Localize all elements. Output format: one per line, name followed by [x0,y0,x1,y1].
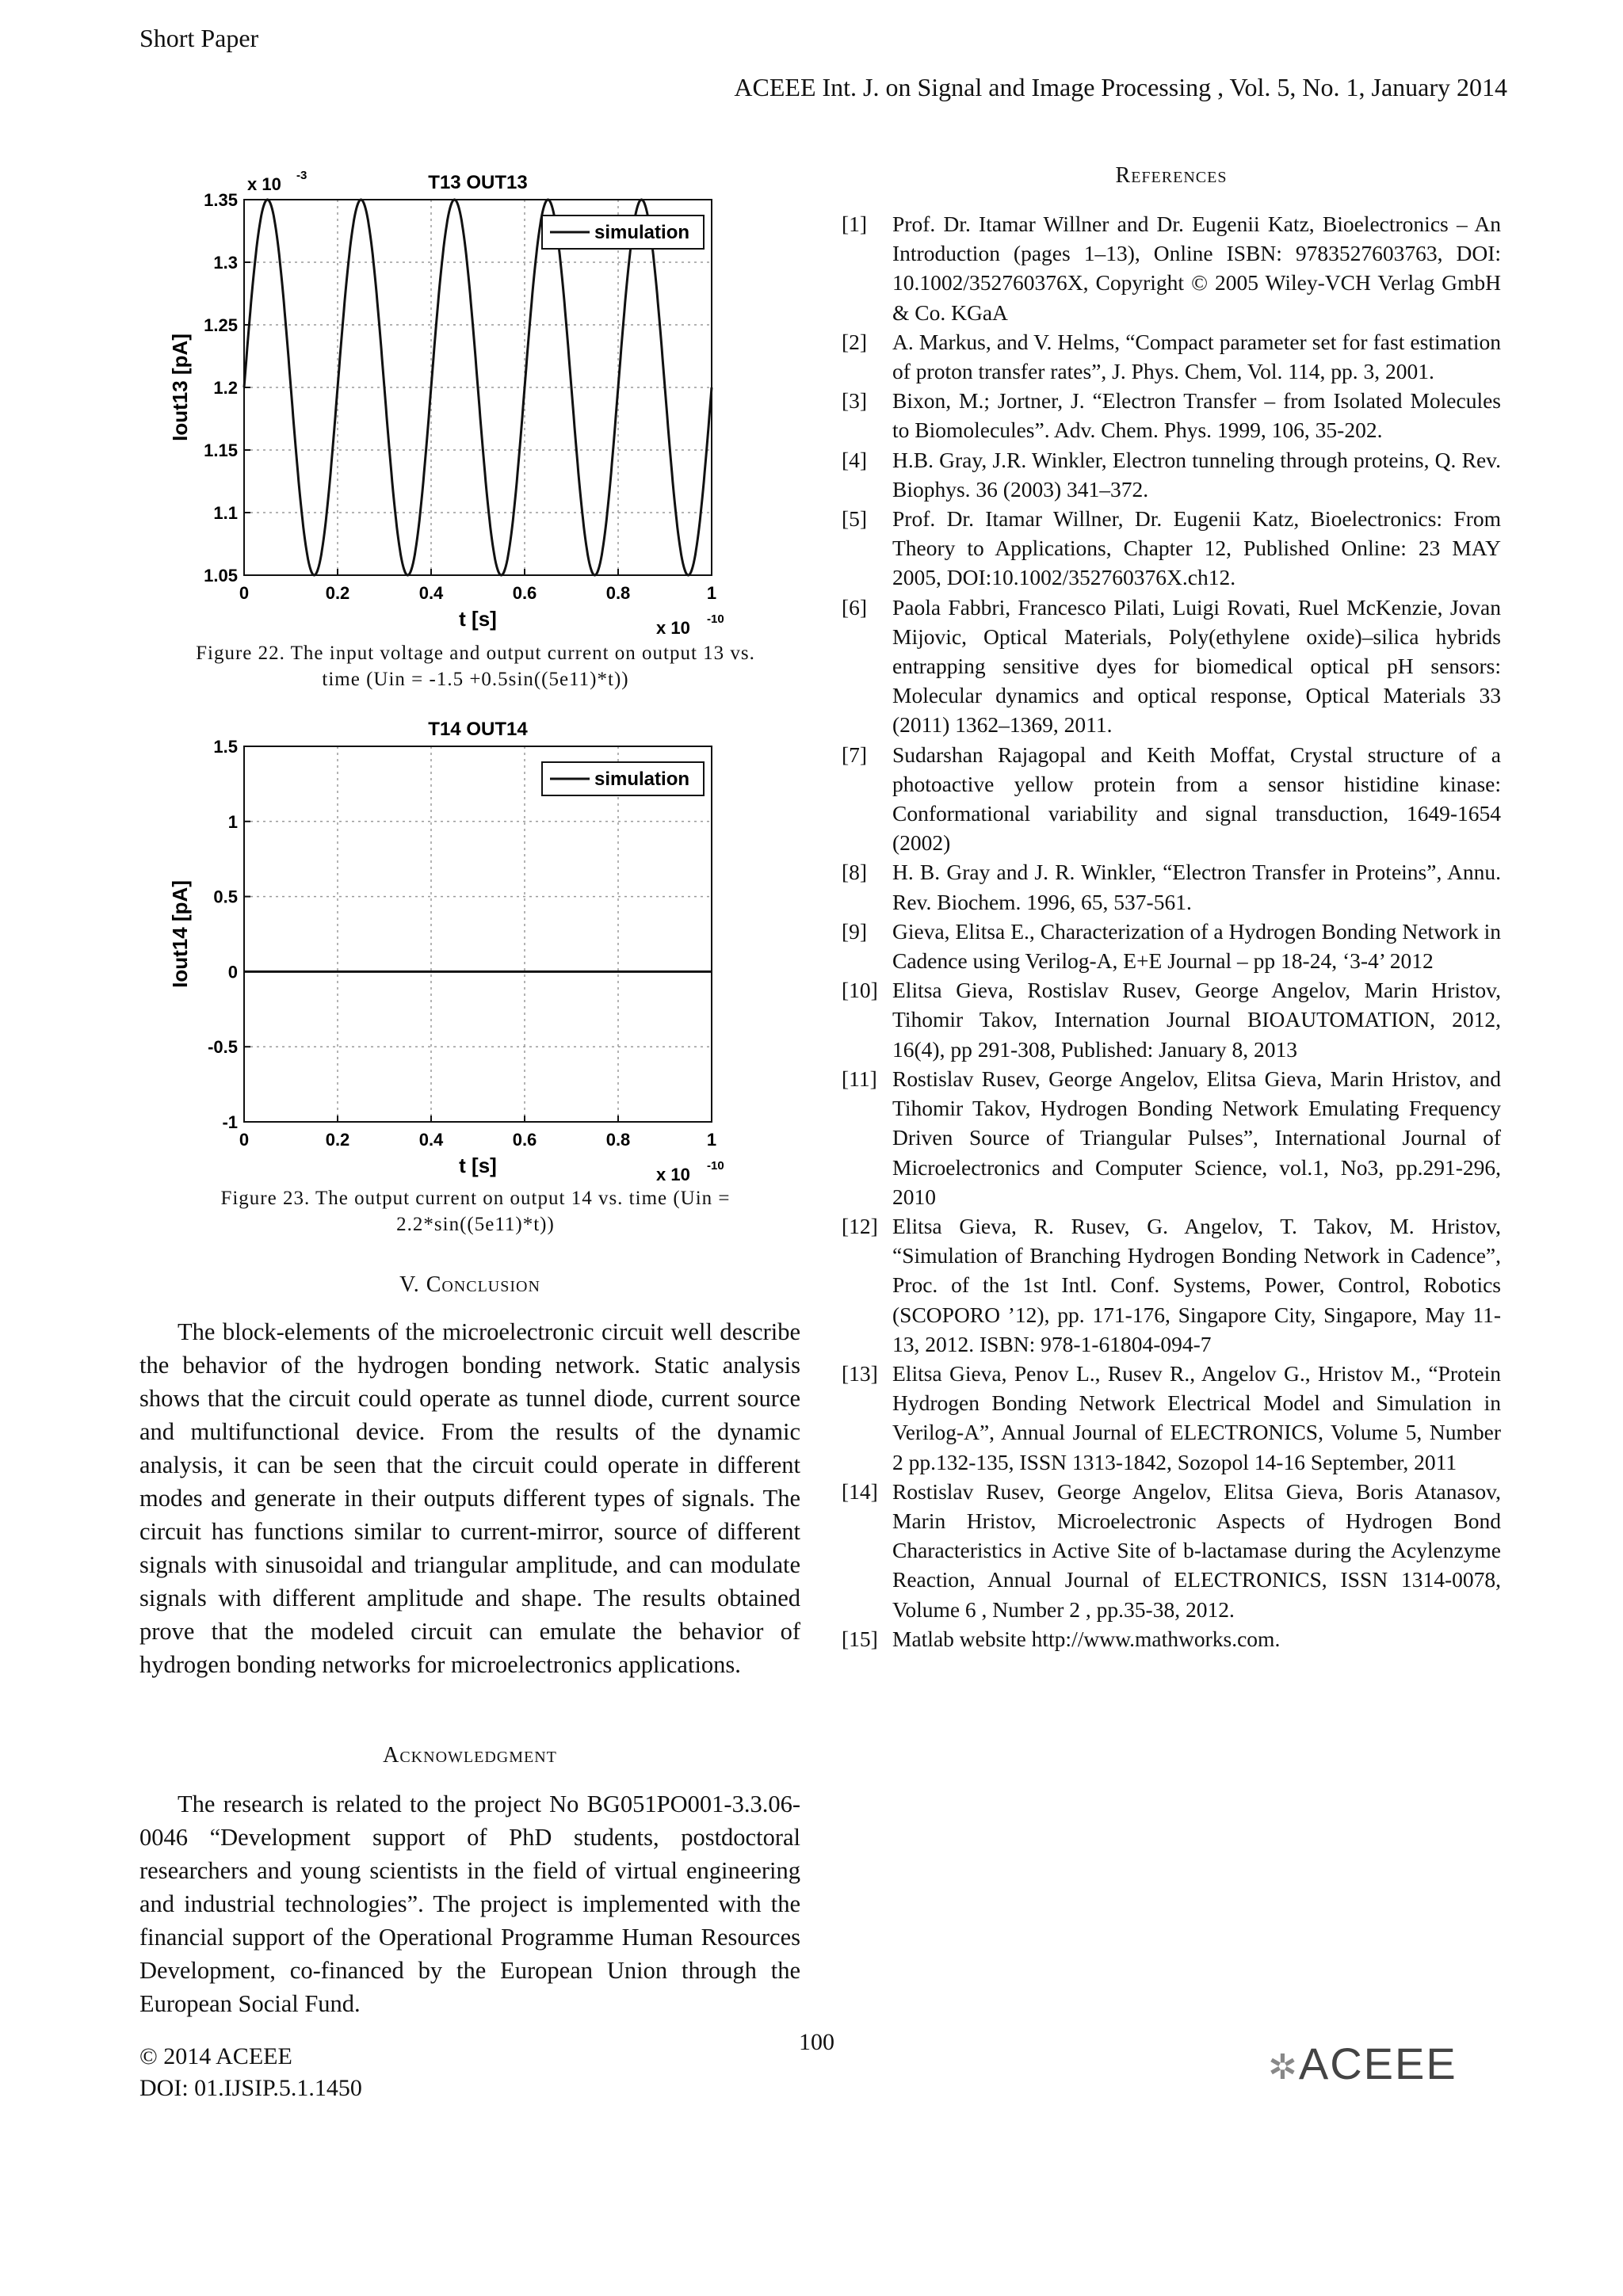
star-icon: ✲ [1268,2048,1299,2087]
reference-number: [3] [842,388,868,414]
reference-item [842,1624,1501,1653]
reference-number: [8] [842,860,868,885]
reference-text: Rostislav Rusev, George Angelov, Elitsa Gieva, Marin Hristov, and Tihomir Takov, Hydrogen Bonding Network Emulating Frequency Driven Source of Triangular Pulses”, International Journal of Microelectronics and Computer Science, vol.1, No3, pp.291-296, 2010 [892,1066,1501,1209]
reference-number: [15] [842,1626,878,1651]
reference-item [842,1211,1501,1359]
x-exponent-power: -10 [707,1159,724,1173]
reference-item [842,593,1501,740]
conclusion-heading: V. Conclusion [399,1272,540,1297]
reference-number: [4] [842,447,868,472]
legend-label: simulation [594,222,690,243]
acknowledgment-heading: Acknowledgment [383,1743,557,1768]
page-number: 100 [799,2029,834,2055]
reference-item [842,1064,1501,1211]
y-tick-label: 1 [227,811,238,832]
aceee-logo [1268,2038,1457,2089]
reference-number: [5] [842,506,868,532]
reference-number: [10] [842,978,878,1003]
x-tick-label: 1 [706,1130,717,1150]
reference-text: Prof. Dr. Itamar Willner, Dr. Eugenii Katz, Bioelectronics: From Theory to Applications, Chapter 12, Published Online: 23 MAY 2005, DOI:10.1002/352760376X.ch12. [892,506,1501,590]
reference-text: A. Markus, and V. Helms, “Compact parameter set for fast estimation of proton transfer rates”, J. Phys. Chem, Vol. 114, pp. 3, 2001. [892,329,1501,384]
reference-number: [11] [842,1066,877,1091]
reference-number: [6] [842,594,868,620]
journal-header: ACEEE Int. J. on Signal and Image Processing , Vol. 5, No. 1, January 2014 [734,73,1507,101]
y-exponent-power: -3 [296,169,307,182]
reference-text: Elitsa Gieva, R. Rusev, G. Angelov, T. Takov, M. Hristov, “Simulation of Branching Hydrogen Bonding Network in Cadence”, Proc. of the 1st Intl. Conf. Systems, Power, Control, Robotics (SCOPORO ’12), pp. 171-176, Singapore City, Singapore, May 11-13, 2012. ISBN: 978-1-61804-094-7 [892,1213,1501,1356]
reference-number: [12] [842,1213,878,1238]
y-tick-label: 1.3 [213,253,238,273]
reference-item [842,504,1501,593]
figure-23-caption-line2: 2.2*sin((5e11)*t)) [396,1214,555,1235]
reference-text: Sudarshan Rajagopal and Keith Moffat, Crystal structure of a photoactive yellow protein from a sensor histidine kinase: Conformational variability and signal transduction, 1649-1654 (2002) [892,742,1501,856]
running-head: Short Paper [139,24,259,52]
acknowledgment-paragraph: The research is related to the project No BG051PO001-3.3.06-0046 “Development support of PhD students, postdoctoral researchers and young scientists in the field of virtual engineering and industrial technologies”. The project is implemented with the financial support of the Operational Programme Human Resources Development, co-financed by the European Union through the European Social Fund. [139,1791,800,2017]
y-tick-label: 0.5 [213,887,238,907]
references-heading: References [1115,163,1228,188]
footer-left [139,2041,362,2104]
reference-item [842,209,1501,327]
reference-text: Elitsa Gieva, Penov L., Rusev R., Angelov G., Hristov M., “Protein Hydrogen Bonding Network Electrical Model and Simulation in Verilog-A”, Annual Journal of ELECTRONICS, Volume 5, Number 2 pp.132-135, ISSN 1313-1842, Sozopol 14-16 September, 2011 [892,1360,1501,1474]
x-tick-label: 0.2 [325,1130,350,1150]
chart-t13-out13 [168,169,724,634]
reference-number: [7] [842,742,868,767]
reference-number: [1] [842,212,868,236]
chart-title: T13 OUT13 [428,172,528,193]
y-tick-label: 1.25 [204,315,238,335]
x-axis-label: t [s] [459,1154,497,1177]
figure-23-caption [151,1185,800,1238]
figure-23-caption-line1: Figure 23. The output current on output 14 vs. time (Uin = [220,1188,731,1209]
reference-text: H. B. Gray and J. R. Winkler, “Electron Transfer in Proteins”, Annu. Rev. Biochem. 1996, 65, 537-561. [892,860,1501,914]
x-exponent-label: x 10 [656,1165,690,1180]
y-tick-label: -1 [222,1112,238,1132]
x-tick-label: 0.2 [325,583,350,603]
legend-label: simulation [594,769,690,790]
reference-number: [9] [842,918,868,944]
reference-item [842,327,1501,386]
reference-number: [13] [842,1360,878,1386]
x-axis-label: t [s] [459,607,497,631]
reference-text: Rostislav Rusev, George Angelov, Elitsa Gieva, Boris Atanasov, Marin Hristov, Microelectronic Aspects of Hydrogen Bond Characteristics in Active Site of b-lactamase during the Acylenzyme Reaction, Annual Journal of ELECTRONICS, ISSN 1314-0078, Volume 6 , Number 2 , pp.35-38, 2012. [892,1478,1501,1622]
x-tick-label: 0 [239,583,250,603]
references-list [842,209,1501,1653]
plot-frame [244,746,712,1122]
y-exponent-label: x 10 [247,174,281,194]
reference-item [842,975,1501,1064]
y-axis-label: Iout14 [pA] [168,880,192,988]
y-tick-label: 1.35 [204,190,238,210]
reference-number: [14] [842,1478,878,1504]
y-tick-label: 1.2 [213,378,238,398]
reference-text: Matlab website http://www.mathworks.com. [892,1626,1281,1651]
doi: DOI: 01.IJSIP.5.1.1450 [139,2075,362,2101]
x-tick-label: 0.8 [605,1130,631,1150]
reference-text: Gieva, Elitsa E., Characterization of a Hydrogen Bonding Network in Cadence using Verilog-A, E+E Journal – pp 18-24, ‘3-4’ 2012 [892,918,1501,974]
y-tick-label: -0.5 [208,1037,238,1058]
y-tick-label: 1.5 [213,737,238,757]
x-exponent-power: -10 [707,612,724,626]
y-tick-label: 1.05 [204,566,238,585]
figure-22-caption-line2: time (Uin = -1.5 +0.5sin((5e11)*t)) [322,669,629,690]
reference-text: Paola Fabbri, Francesco Pilati, Luigi Rovati, Ruel McKenzie, Jovan Mijovic, Optical Materials, Poly(ethylene oxide)–silica hybrids entrapping sensitive dyes for biomedical optical pH sensors: Molecular dynamics and optical response, Optical Materials 33 (2011) 1362–1369, 2011. [892,594,1501,738]
reference-item [842,1359,1501,1477]
x-tick-label: 0.6 [512,583,537,603]
chart-title: T14 OUT14 [428,719,528,740]
copyright: © 2014 ACEEE [139,2043,292,2069]
figure-22-caption [151,640,800,692]
x-tick-label: 0.6 [512,1130,537,1150]
reference-text: Prof. Dr. Itamar Willner and Dr. Eugenii Katz, Bioelectronics – An Introduction (pages 1–13), Online ISBN: 9783527603763, DOI: 10.1002/352760376X, Copyright © 2005 Wiley-VCH Verlag GmbH & Co. KGaA [892,212,1501,325]
reference-item [842,857,1501,916]
y-axis-label: Iout13 [pA] [168,334,192,441]
reference-text: H.B. Gray, J.R. Winkler, Electron tunneling through proteins, Q. Rev. Biophys. 36 (2003) 341–372. [892,447,1501,502]
y-tick-label: 1.15 [204,441,238,460]
x-tick-label: 0.4 [418,583,444,603]
chart-t14-out14 [168,719,724,1180]
x-tick-label: 0.4 [418,1130,444,1150]
reference-text: Bixon, M.; Jortner, J. “Electron Transfer – from Isolated Molecules to Biomolecules”. Adv. Chem. Phys. 1999, 106, 35-202. [892,388,1501,443]
reference-number: [2] [842,329,868,354]
reference-text: Elitsa Gieva, Rostislav Rusev, George Angelov, Marin Hristov, Tihomir Takov, Internation Journal BIOAUTOMATION, 2012, 16(4), pp 291-308, Published: January 8, 2013 [892,978,1501,1062]
figure-23-chart [151,705,737,1180]
figure-22-caption-line1: Figure 22. The input voltage and output current on output 13 vs. [196,643,755,664]
x-tick-label: 1 [706,583,717,603]
reference-item [842,445,1501,504]
reference-item [842,740,1501,858]
logo-text: ACEEE [1298,2039,1457,2088]
conclusion-paragraph: The block-elements of the microelectronic circuit well describe the behavior of the hydrogen bonding network. Static analysis shows that the circuit could operate as tunnel diode, current source and multifunctional device. From the results of the dynamic analysis, it can be seen that the circuit could operate in different modes and generate in their outputs different types of signals. The circuit has functions similar to current-mirror, source of different signals with sinusoidal and triangular amplitude, and can modulate signals with different amplitude and shape. The results obtained prove that the modeled circuit can emulate the behavior of hydrogen bonding networks for microelectronics applications. [139,1318,800,1678]
x-exponent-label: x 10 [656,618,690,634]
y-tick-label: 0 [227,962,238,982]
x-tick-label: 0.8 [605,583,631,603]
reference-item [842,1477,1501,1624]
reference-item [842,386,1501,444]
figure-22-chart [151,158,737,634]
reference-item [842,917,1501,975]
x-tick-label: 0 [239,1130,250,1150]
y-tick-label: 1.1 [213,503,238,523]
